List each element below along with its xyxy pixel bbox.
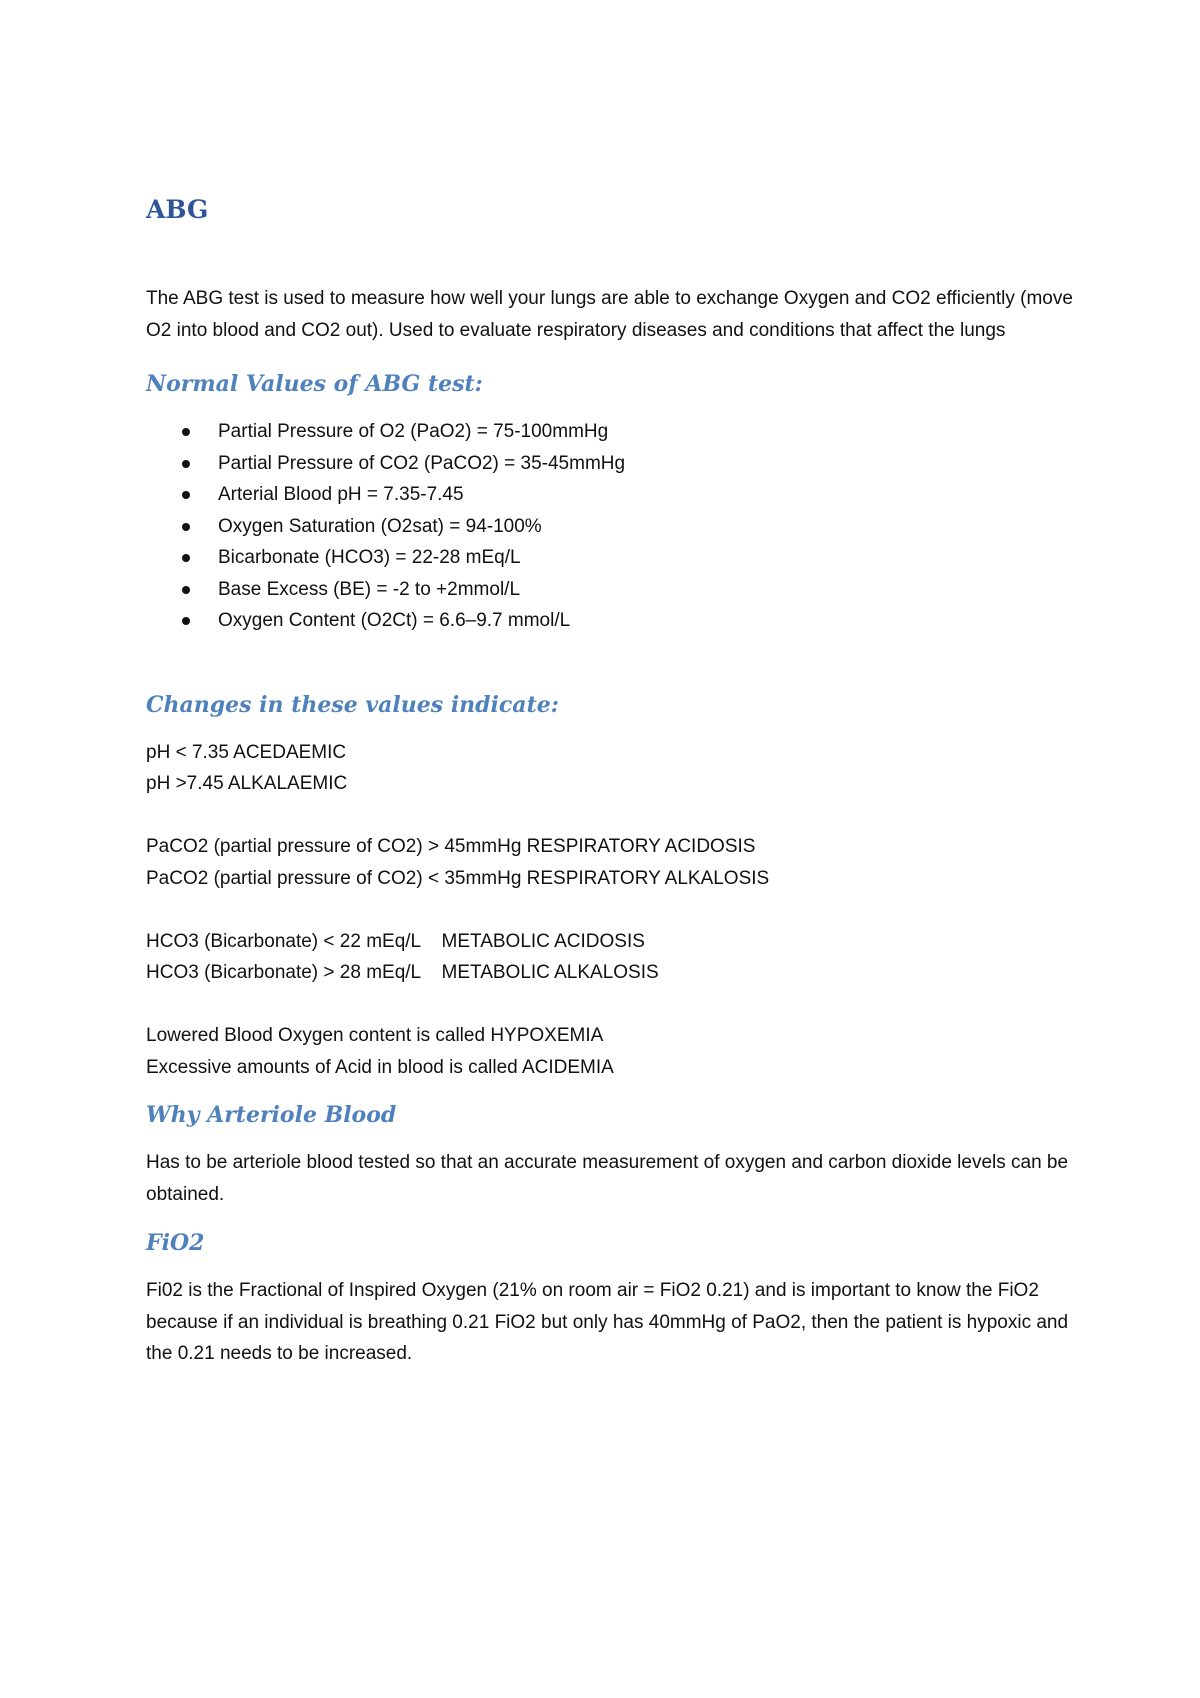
value-item-o2sat: Oxygen Saturation (O2sat) = 94-100% bbox=[218, 515, 542, 537]
list-item bbox=[146, 574, 1076, 606]
list-item bbox=[146, 605, 1076, 637]
list-item bbox=[146, 479, 1076, 511]
spacer bbox=[146, 989, 1076, 1021]
intro-paragraph: The ABG test is used to measure how well your lungs are able to exchange Oxygen and CO2 efficiently (move O2 into blood and CO2 out). Used to evaluate respiratory diseases and conditions that affect the lungs bbox=[146, 288, 1073, 341]
document-title: ABG bbox=[146, 195, 209, 224]
bullet-icon bbox=[182, 617, 190, 625]
value-item-ph: Arterial Blood pH = 7.35-7.45 bbox=[218, 484, 464, 505]
paco2-low-line: PaCO2 (partial pressure of CO2) < 35mmHg RESPIRATORY ALKALOSIS bbox=[146, 867, 770, 889]
hco3-high-line: HCO3 (Bicarbonate) > 28 mEq/L METABOLIC ALKALOSIS bbox=[146, 962, 659, 983]
ph-low-line: pH < 7.35 ACEDAEMIC bbox=[146, 741, 347, 763]
spacer bbox=[146, 800, 1076, 832]
bullet-icon bbox=[182, 586, 190, 594]
spacer bbox=[146, 894, 1076, 926]
ph-high-line: pH >7.45 ALKALAEMIC bbox=[146, 773, 348, 794]
why-arteriole-heading: Why Arteriole Blood bbox=[146, 1102, 397, 1128]
value-item-pao2: Partial Pressure of O2 (PaO2) = 75-100mmHg bbox=[218, 421, 609, 442]
changes-heading: Changes in these values indicate: bbox=[146, 691, 559, 718]
bullet-icon bbox=[182, 460, 190, 468]
paco2-high-line: PaCO2 (partial pressure of CO2) > 45mmHg RESPIRATORY ACIDOSIS bbox=[146, 836, 756, 857]
why-arteriole-paragraph: Has to be arteriole blood tested so that an accurate measurement of oxygen and carbon dioxide levels can be obtained. bbox=[146, 1152, 1069, 1205]
value-item-o2ct: Oxygen Content (O2Ct) = 6.6–9.7 mmol/L bbox=[218, 610, 571, 631]
value-item-be: Base Excess (BE) = -2 to +2mmol/L bbox=[218, 578, 521, 600]
list-item bbox=[146, 416, 1076, 448]
bullet-icon bbox=[182, 428, 190, 436]
fio2-paragraph: Fi02 is the Fractional of Inspired Oxygen (21% on room air = FiO2 0.21) and is important to know the FiO2 because if an individual is breathing 0.21 FiO2 but only has 40mmHg of PaO2, then the patient is hypoxic and the 0.21 needs to be increased. bbox=[146, 1280, 1069, 1364]
bullet-icon bbox=[182, 491, 190, 499]
normal-values-heading: Normal Values of ABG test: bbox=[146, 371, 483, 397]
normal-values-list bbox=[146, 416, 1076, 637]
acidemia-line: Excessive amounts of Acid in blood is called ACIDEMIA bbox=[146, 1056, 614, 1078]
bullet-icon bbox=[182, 554, 190, 562]
changes-block bbox=[146, 737, 1076, 1084]
list-item bbox=[146, 448, 1076, 480]
list-item bbox=[146, 542, 1076, 574]
bullet-icon bbox=[182, 523, 190, 531]
value-item-paco2: Partial Pressure of CO2 (PaCO2) = 35-45mmHg bbox=[218, 452, 626, 474]
fio2-heading: FiO2 bbox=[146, 1230, 205, 1256]
hco3-low-line: HCO3 (Bicarbonate) < 22 mEq/L METABOLIC ACIDOSIS bbox=[146, 930, 645, 952]
hypoxemia-line: Lowered Blood Oxygen content is called HYPOXEMIA bbox=[146, 1025, 604, 1046]
value-item-hco3: Bicarbonate (HCO3) = 22-28 mEq/L bbox=[218, 547, 521, 568]
list-item bbox=[146, 511, 1076, 543]
document-content bbox=[146, 190, 1076, 1370]
